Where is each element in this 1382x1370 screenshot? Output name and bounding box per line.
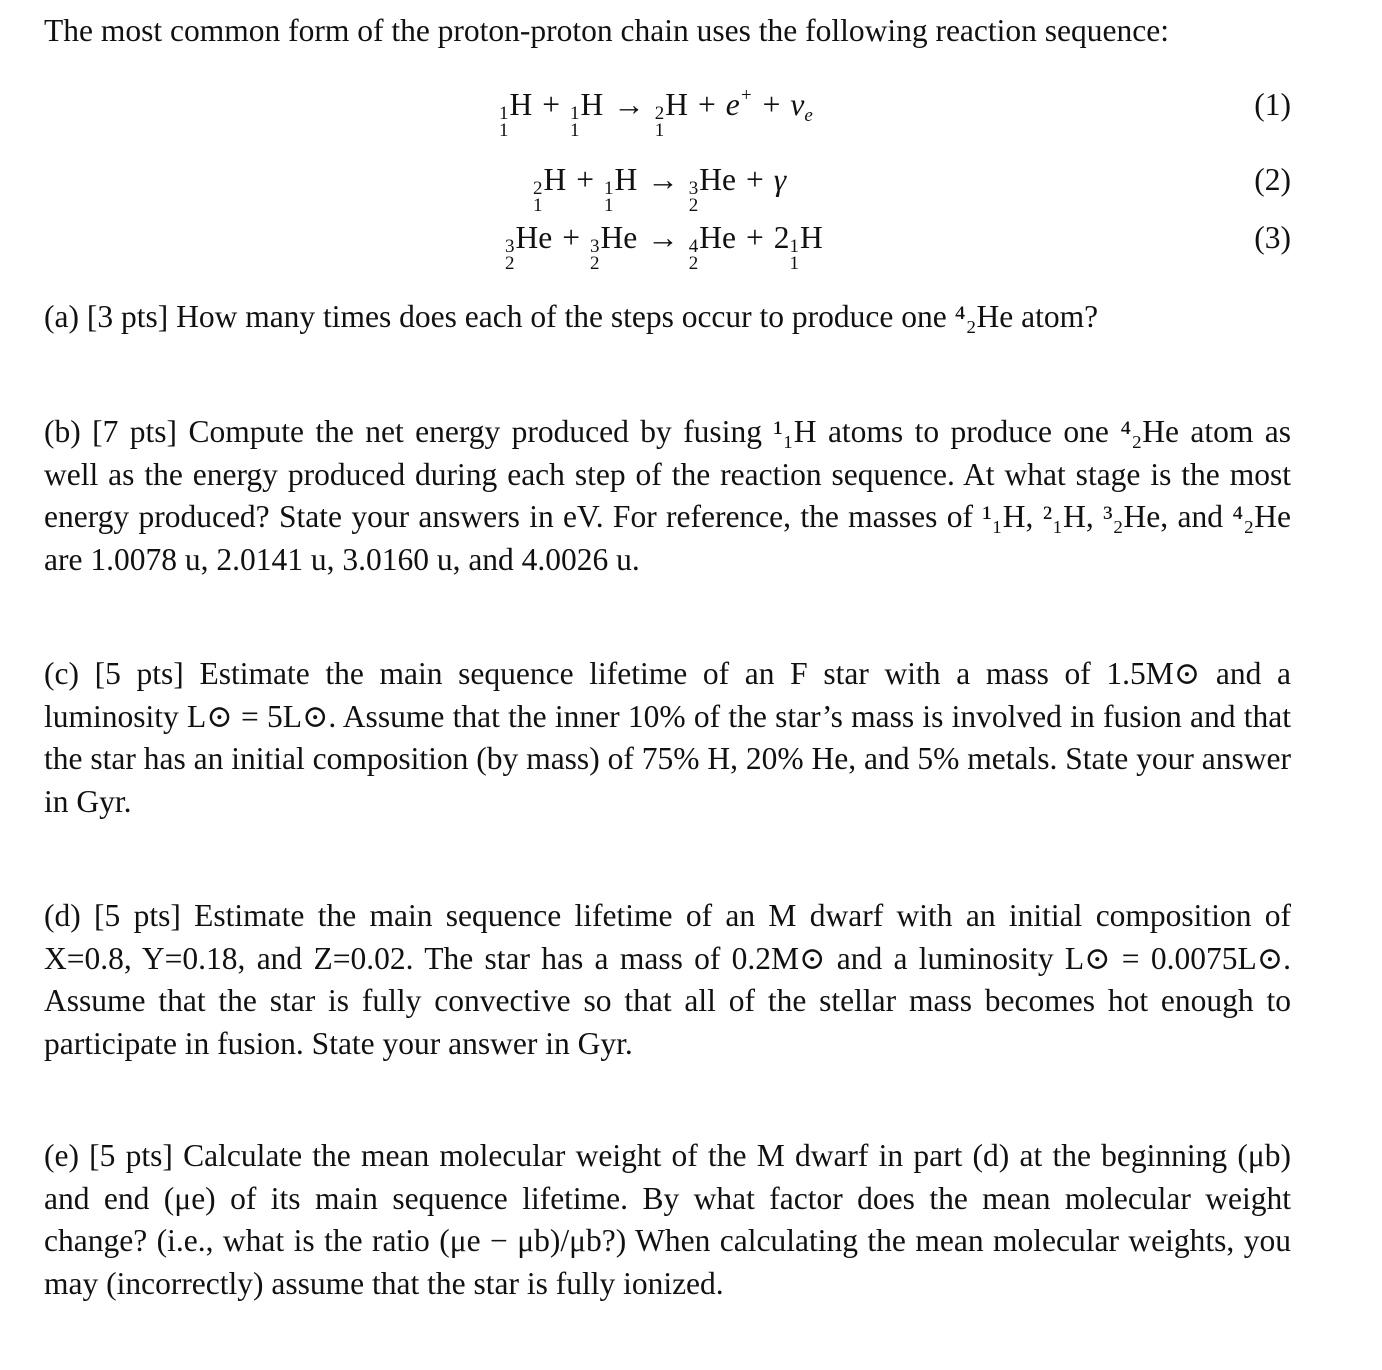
positron: e+ [725,85,753,122]
isotope-h1-b: 1 1 H [570,87,604,141]
part-d: (d) [5 pts] Estimate the main sequence lifetime of an M dwarf with an initial composition of X=0.8, Y=0.18, and Z=0.02. The star has a mass of 0.2M⊙ and a luminosity L⊙ = 0.0075L⊙. Assume that the star is fully convective so that all of the stellar mass becomes hot enough to participate in fusion. State your answer in Gyr. [44,898,1291,1061]
equation-1: 1 1 H + 1 1 H → 2 1 $H + e^+ + \nu_e$ [499,85,813,141]
equation-3-number: (3) [1254,220,1291,255]
isotope-h1: 1 1 H [789,220,823,274]
coefficient: 2 [773,220,790,255]
part-e: (e) [5 pts] Calculate the mean molecular weight of the M dwarf in part (d) at the beginning (μb) and end (μe) of its main sequence lifetime. By what factor does the mean molecular weight change? (i.e., what is the ratio (μe − μb)/μb?) When calculating the mean molecular weights, you may (incorrectly) assume that the star is fully ionized. [44,1138,1291,1301]
isotope-he4: 4 2 He [688,220,736,274]
part-a: (a) [3 pts] How many times does each of the steps occur to produce one ⁴₂He atom? [44,299,1099,334]
isotope-h2: 2 1 H [533,162,567,216]
isotope-he3-a: 3 2 He [505,220,553,274]
isotope-h1: 1 1 H [604,162,638,216]
isotope-h1-a: 1 1 H [499,87,533,141]
part-b: (b) [7 pts] Compute the net energy produced by fusing ¹₁H atoms to produce one ⁴₂He atom as well as the energy produced during each step of the reaction sequence. At what stage is the most energy produced? State your answers in eV. For reference, the masses of ¹₁H, ²₁H, ³₂He, and ⁴₂He are 1.0078 u, 2.0141 u, 3.0160 u, and 4.0026 u. [44,414,1291,577]
intro-text: The most common form of the proton-proton chain uses the following reaction sequence: [44,13,1169,48]
isotope-he3-b: 3 2 He [590,220,638,274]
equation-1-number: (1) [1254,87,1291,122]
equation-3: 3 2 He + 3 2 He → 4 2 He + 2 1 1 H [505,216,823,260]
isotope-he3: 3 2 He [688,162,736,216]
equation-2-number: (2) [1254,162,1291,197]
isotope-h2: 2 1 H [654,87,689,141]
neutrino: $\nu_e$ [790,87,813,126]
part-c: (c) [5 pts] Estimate the main sequence lifetime of an F star with a mass of 1.5M⊙ and a luminosity L⊙ = 5L⊙. Assume that the inner 10% of the star’s mass is involved in fusion and that the star has an initial composition (by mass) of 75% H, 20% He, and 5% metals. State your answer in Gyr. [44,656,1291,819]
equation-2: 2 1 H + 1 1 H → 3 2 He + γ [533,158,786,202]
gamma: γ [773,162,787,197]
